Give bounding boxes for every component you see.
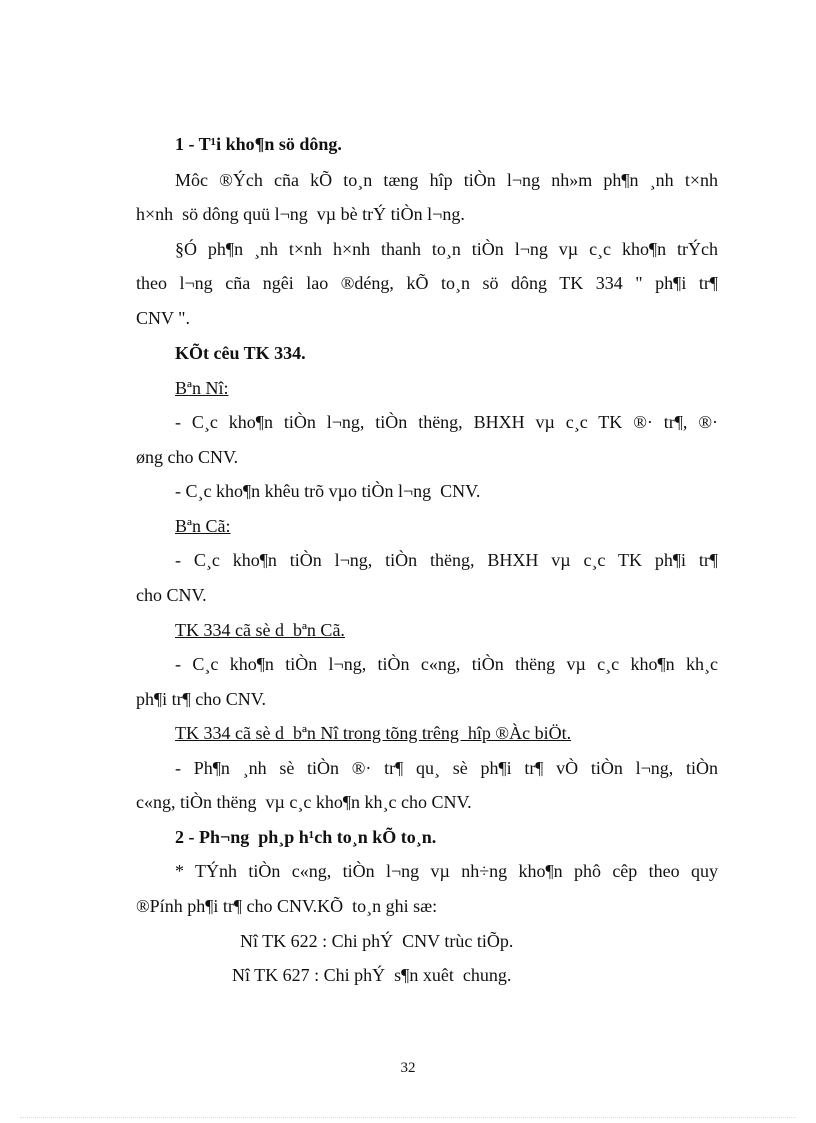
paragraph-2-line-1: §Ó ph¶n ¸nh t×nh h×nh thanh to¸n tiÒn l¬ng vµ c¸c kho¶n trÝch [175, 239, 718, 259]
section-heading-1: 1 - T¹i kho¶n sö dông. [175, 134, 342, 154]
credit-balance-item-line-1: - C¸c kho¶n tiÒn l¬ng, tiÒn c«ng, tiÒn thëng vµ c¸c kho¶n kh¸c [175, 654, 718, 674]
section-heading-2: 2 - Ph¬ng ph¸p h¹ch to¸n kÕ to¸n. [175, 827, 437, 847]
debit-item-1-line-2: øng cho CNV. [136, 447, 239, 467]
footer-divider [20, 1117, 796, 1118]
structure-heading: KÕt cêu TK 334. [175, 343, 306, 363]
paragraph-1-line-1: Môc ®Ých cña kÕ to¸n tæng hîp tiÒn l¬ng nh»m ph¶n ¸nh t×nh [175, 170, 718, 190]
journal-entry-2: Nî TK 627 : Chi phÝ s¶n xuêt chung. [232, 965, 512, 985]
credit-item-1-line-2: cho CNV. [136, 585, 207, 605]
debit-item-2: - C¸c kho¶n khêu trõ vµo tiÒn l¬ng CNV. [175, 481, 481, 501]
method-line-1: * TÝnh tiÒn c«ng, tiÒn l¬ng vµ nh÷ng kho¶n phô cêp theo quy [175, 861, 718, 881]
credit-side-label: Bªn Cã: [175, 516, 231, 536]
credit-balance-item-line-2: ph¶i tr¶ cho CNV. [136, 689, 266, 709]
paragraph-2-line-2: theo l¬ng cña ngêi lao ®déng, kÕ to¸n sö dông TK 334 " ph¶i tr¶ [136, 273, 718, 293]
paragraph-2-line-3: CNV ". [136, 308, 191, 328]
debit-side-label: Bªn Nî: [175, 378, 229, 398]
debit-balance-item-line-2: c«ng, tiÒn thëng vµ c¸c kho¶n kh¸c cho CNV. [136, 792, 472, 812]
credit-balance-label: TK 334 cã sè d bªn Cã. [175, 620, 345, 640]
debit-balance-label: TK 334 cã sè d bªn Nî trong tõng trêng hîp ®Àc biÖt. [175, 723, 572, 743]
journal-entry-1: Nî TK 622 : Chi phÝ CNV trùc tiÕp. [240, 931, 514, 951]
debit-item-1-line-1: - C¸c kho¶n tiÒn l¬ng, tiÒn thëng, BHXH vµ c¸c TK ®· tr¶, ®· [175, 412, 718, 432]
debit-balance-item-line-1: - Ph¶n ¸nh sè tiÒn ®· tr¶ qu¸ sè ph¶i tr¶ vÒ tiÒn l¬ng, tiÒn [175, 758, 718, 778]
credit-item-1-line-1: - C¸c kho¶n tiÒn l¬ng, tiÒn thëng, BHXH vµ c¸c TK ph¶i tr¶ [175, 550, 718, 570]
paragraph-1-line-2: h×nh sö dông quü l¬ng vµ bè trÝ tiÒn l¬ng. [136, 204, 465, 224]
page-number: 32 [400, 1060, 416, 1076]
method-line-2: ®Pính ph¶i tr¶ cho CNV.KÕ to¸n ghi sæ: [136, 896, 438, 916]
